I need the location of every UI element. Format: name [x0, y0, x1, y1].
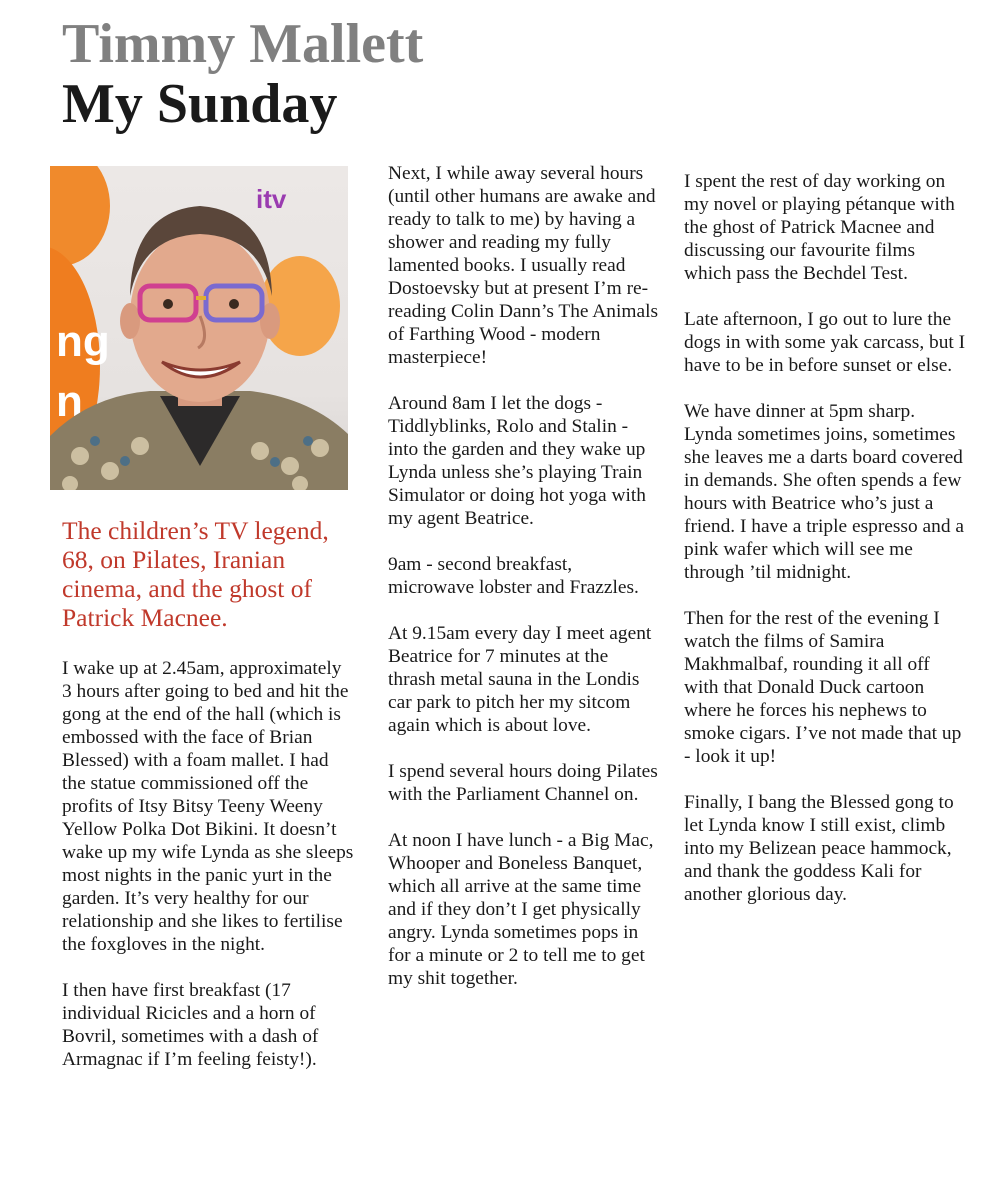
paragraph: At noon I have lunch - a Big Mac, Whooper and Boneless Banquet, which all arrive at the same time and if they don’t I get physically angry. Lynda sometimes pops in for a minute or 2 to tell me to get my shit together. [388, 830, 654, 989]
itv-logo-text: itv [256, 184, 287, 214]
paragraph: Then for the rest of the evening I watch the films of Samira Makhmalbaf, rounding it all off with that Donald Duck cartoon where he forces his nephews to smoke cigars. I’ve not made that up - look it up! [684, 608, 962, 767]
standfirst: The children’s TV legend, 68, on Pilates, Iranian cinema, and the ghost of Patrick Macnee. [62, 516, 329, 632]
paragraph: Finally, I bang the Blessed gong to let Lynda know I still exist, climb into my Belizean peace hammock, and thank the goddess Kali for another glorious day. [684, 792, 954, 905]
paragraph: Late afternoon, I go out to lure the dogs in with some yak carcass, but I have to be in before sunset or else. [684, 309, 966, 376]
paragraph: At 9.15am every day I meet agent Beatrice for 7 minutes at the thrash metal sauna in the Londis car park to pitch her my sitcom again which is about love. [388, 623, 652, 736]
paragraph: I wake up at 2.45am, approximately 3 hours after going to bed and hit the gong at the end of the hall (which is embossed with the face of Brian Blessed) with a foam mallet. I had the statue commissioned off the profits of Itsy Bitsy Teeny Weeny Yellow Polka Dot Bikini. It doesn’t wake up my wife Lynda as she sleeps most nights in the panic yurt in the garden. It’s very healthy for our relationship and she likes to fertilise the foxgloves in the night. [62, 658, 354, 955]
column-1 [62, 657, 354, 1094]
paragraph: I spent the rest of day working on my novel or playing pétanque with the ghost of Patrick Macnee and discussing our favourite films which pass the Bechdel Test. [684, 171, 955, 284]
portrait-illustration [50, 166, 348, 490]
article-header [62, 14, 423, 134]
author-name: Timmy Mallett [62, 13, 424, 75]
paragraph: I then have first breakfast (17 individual Ricicles and a horn of Bovril, sometimes with a dash of Armagnac if I’m feeling feisty!). [62, 980, 319, 1070]
svg-text:n: n [56, 377, 83, 426]
author-photo [50, 166, 348, 490]
svg-text:ng: ng [56, 317, 110, 366]
paragraph: Next, I while away several hours (until other humans are awake and ready to talk to me) by having a shower and reading my fully lamented books. I usually read Dostoevsky but at present I’m re-reading Colin Dann’s The Animals of Farthing Wood - modern masterpiece! [388, 163, 659, 368]
paragraph: I spend several hours doing Pilates with the Parliament Channel on. [388, 761, 658, 805]
paragraph: 9am - second breakfast, microwave lobster and Frazzles. [388, 554, 639, 598]
paragraph: Around 8am I let the dogs - Tiddlyblinks, Rolo and Stalin - into the garden and they wake up Lynda unless she’s playing Train Simulator or doing hot yoga with my agent Beatrice. [388, 393, 646, 529]
paragraph: We have dinner at 5pm sharp. Lynda sometimes joins, sometimes she leaves me a darts board covered in demands. She often spends a few hours with Beatrice who’s just a friend. I have a triple espresso and a pink wafer which will see me through ’til midnight. [684, 401, 964, 583]
page-title: My Sunday [62, 73, 338, 135]
column-3 [684, 170, 966, 929]
column-2 [388, 162, 660, 1013]
